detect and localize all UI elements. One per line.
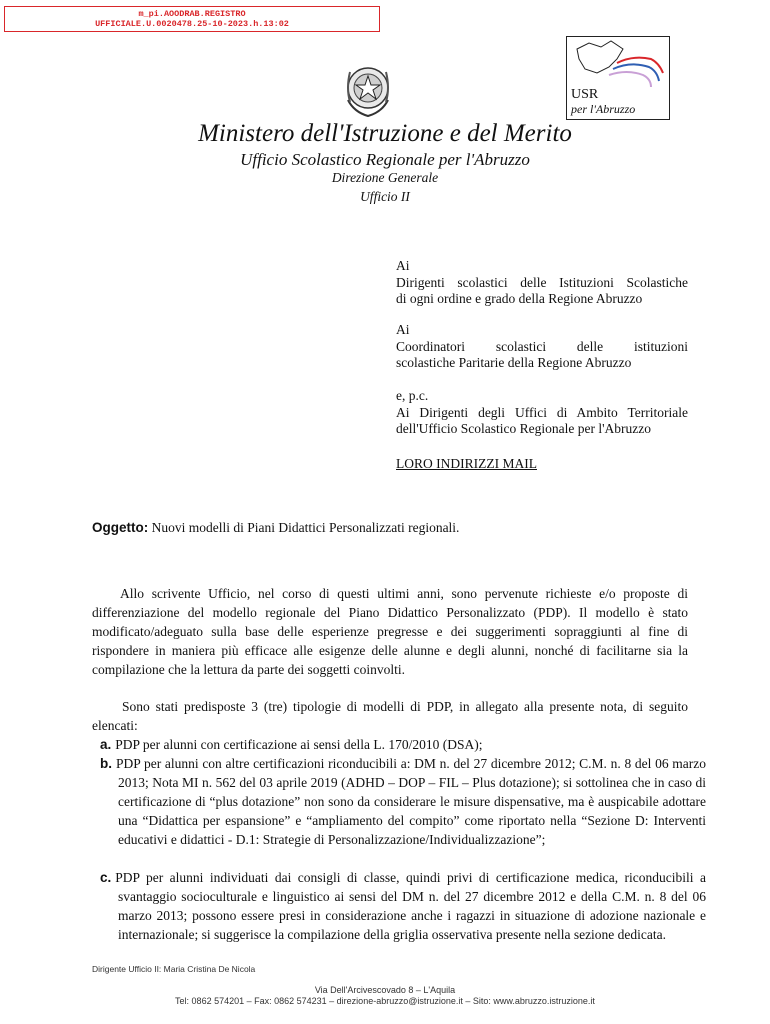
list-item bbox=[100, 754, 706, 849]
subject-line bbox=[92, 520, 459, 536]
addressee-ai: Ai bbox=[396, 258, 410, 273]
stamp-line-2: UFFICIALE.U.0020478.25-10-2023.h.13:02 bbox=[95, 19, 289, 29]
logo-text-usr: USR bbox=[571, 87, 599, 102]
footer-address: Via Dell'Arcivescovado 8 – L'Aquila bbox=[314, 985, 456, 995]
body-paragraph-2: Sono stati predisposte 3 (tre) tipologie di modelli di PDP, in allegato alla presente nota, di seguito elencati: bbox=[92, 699, 688, 733]
addressee-line: Coordinatori scolastici delle istituzioni bbox=[396, 338, 688, 354]
addressee-line: dell'Ufficio Scolastico Regionale per l'Abruzzo bbox=[396, 421, 652, 436]
mail-addresses-line: LORO INDIRIZZI MAIL bbox=[396, 456, 537, 471]
list-item bbox=[100, 868, 706, 944]
stamp-line-1: m_pi.AOODRAB.REGISTRO bbox=[138, 9, 246, 19]
addressee-line: Dirigenti scolastici delle Istituzioni Scolastiche bbox=[396, 274, 688, 290]
abruzzo-map-icon bbox=[567, 37, 669, 87]
direction-title: Direzione Generale bbox=[331, 170, 439, 185]
list-item-label: a. bbox=[100, 737, 112, 752]
body-paragraph-1: Allo scrivente Ufficio, nel corso di questi ultimi anni, sono pervenute richieste e/o proposte di differenziazione del modello regionale del Piano Didattico Personalizzato (PDP). Il modello è stato modificato/adeguato sulla base delle esperienze pregresse e dei suggerimenti sopraggiunti al fine di rispondere in maniera più efficace alle esigenze delle alunne e degli alunni, nonché di facilitarne sia la compilazione che la lettura da parte dei soggetti coinvolti. bbox=[92, 586, 688, 677]
list-item bbox=[100, 735, 688, 754]
addressee-ep: e, p.c. bbox=[396, 388, 429, 403]
protocol-stamp bbox=[4, 6, 380, 32]
list-item-text: PDP per alunni individuati dai consigli di classe, quindi privi di certificazione medica, riconducibili a svantaggio socioculturale e linguistico ai sensi del DM n. del 27 dicembre 2012 e della C.M. n. 8 del 06 marzo 2013; possono essere presi in considerazione anche i ragazzi in situazione di adozione nazionale e internazionale; si suggerisce la compilazione della griglia osservativa presente nella sezione dedicata. bbox=[115, 870, 706, 942]
list-item-label: b. bbox=[100, 756, 112, 771]
office-title: Ufficio Scolastico Regionale per l'Abruzzo bbox=[240, 150, 530, 169]
signature-line: Dirigente Ufficio II: Maria Cristina De Nicola bbox=[92, 964, 256, 974]
addressee-line: di ogni ordine e grado della Regione Abruzzo bbox=[396, 291, 643, 306]
list-item-text: PDP per alunni con certificazione ai sensi della L. 170/2010 (DSA); bbox=[115, 737, 483, 752]
addressee-line: scolastiche Paritarie della Regione Abruzzo bbox=[396, 355, 632, 370]
addressee-ai: Ai bbox=[396, 322, 410, 337]
footer-contacts: Tel: 0862 574201 – Fax: 0862 574231 – direzione-abruzzo@istruzione.it – Sito: www.abruzzo.istruzione.it bbox=[175, 996, 595, 1006]
addressee-line: Ai Dirigenti degli Uffici di Ambito Territoriale bbox=[396, 404, 688, 420]
list-item-text: PDP per alunni con altre certificazioni riconducibili a: DM n. del 27 dicembre 2012; C.M. n. 8 del 06 marzo 2013; Nota MI n. 562 del 03 aprile 2019 (ADHD – DOP – FIL – Plus dotazione); si sottolinea che in caso di certificazione di “plus dotazione” non sono da considerare le misure dispensative, ma è auspicabile adottare una “Didattica per espansione” e “ampliamento del compito” come riportato nella “Sezione D: Interventi educativi e didattici - D.1: Strategie di Personalizzazione/Individualizzazione”; bbox=[116, 756, 706, 847]
usr-abruzzo-logo bbox=[566, 36, 670, 120]
ministry-title: Ministero dell'Istruzione e del Merito bbox=[198, 120, 572, 147]
addressee-block-3 bbox=[396, 388, 688, 438]
list-item-label: c. bbox=[100, 870, 112, 885]
italian-republic-emblem-icon bbox=[340, 60, 396, 120]
subject-text: Nuovi modelli di Piani Didattici Personalizzati regionali. bbox=[151, 520, 460, 535]
addressee-block-2 bbox=[396, 322, 688, 372]
subject-label: Oggetto: bbox=[92, 520, 149, 535]
unit-title: Ufficio II bbox=[360, 189, 410, 204]
logo-text-region: per l'Abruzzo bbox=[571, 102, 636, 116]
addressee-block-1 bbox=[396, 258, 688, 308]
